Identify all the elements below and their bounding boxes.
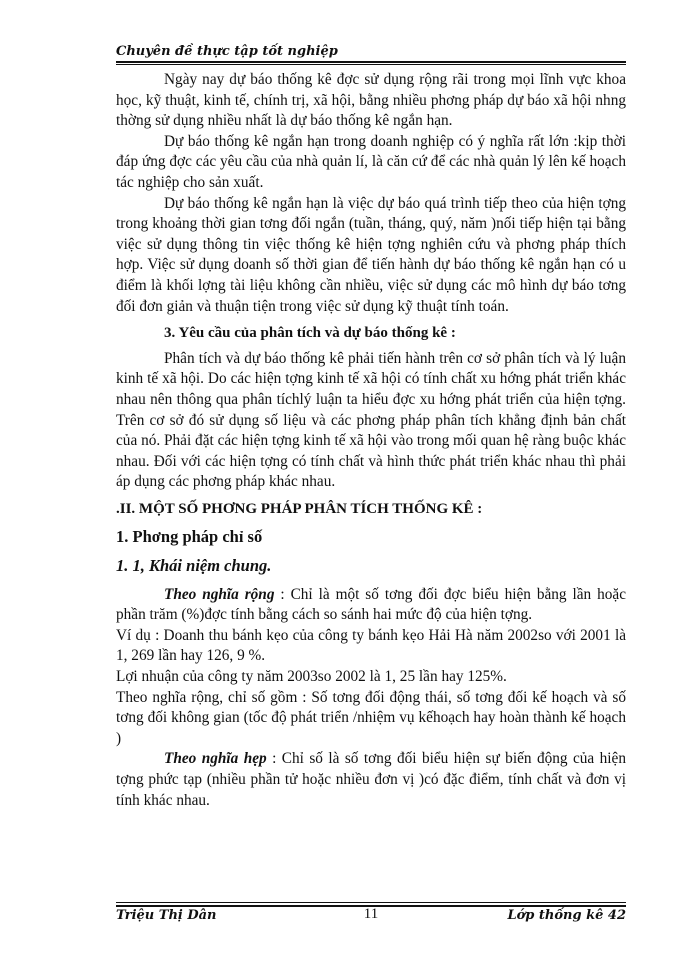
- page-footer: [116, 906, 626, 928]
- paragraph-profit: Lợi nhuận của công ty năm 2003so 2002 là 1, 25 lần hay 125%.: [116, 668, 507, 686]
- paragraph-broad-sense: [116, 585, 626, 626]
- paragraph-forecast-intro: Ngày nay dự báo thống kê đợc sử dụng rộng rãi trong mọi lĩnh vực khoa học, kỹ thuật, kinh tế, chính trị, xã hội, bằng nhiều phơng pháp dự báo xã hội nhng thờng sử dụng nhiều nhất là dự báo thống kê ngắn hạn.: [116, 71, 626, 130]
- page-number: 11: [363, 906, 379, 922]
- narrow-sense-text: : Chỉ số là số tơng đối biểu hiện sự biến động của hiện tợng phức tạp (nhiều phần tử hoặc nhiều đơn vị )có đặc điểm, tính chất và đơn vị tính khác nhau.: [116, 750, 626, 809]
- footer-author: Triệu Thị Dân: [116, 908, 217, 923]
- paragraph-short-term-definition: Dự báo thống kê ngắn hạn là việc dự báo quá trình tiếp theo của hiện tợng trong khoảng thời gian tơng đối ngắn (tuần, tháng, quý, năm )nối tiếp hiện tại bằng việc sử dụng thông tin việc thống kê hiện tợng nghiên cứu và phơng pháp thích hợp. Việc sử dụng doanh số thời gian để tiến hành dự báo thống kê ngắn hạn có u điểm là khối lợng tài liệu không cần nhiều, việc sử dụng các mô hình dự báo tơng đối đơn giản và thuận tiện trong việc sử dụng kỹ thuật tính toán.: [116, 194, 626, 315]
- footer-class-label: Lớp thống kê 42: [507, 908, 626, 923]
- subsection-heading-index-method: 1. Phơng pháp chỉ số: [116, 527, 263, 547]
- paragraph-narrow-sense: [116, 749, 626, 811]
- paragraph-requirements: Phân tích và dự báo thống kê phải tiến hành trên cơ sở phân tích và lý luận kinh tế xã hội. Do các hiện tợng kinh tế xã hội có tính chất xu hớng phát triển khác nhau nên thông qua phân tíchlý luận ta hiểu đợc xu hớng phát triển của hiện tợng. Trên cơ sở đó sử dụng số liệu và các phơng pháp phân tích khẳng định bản chất của nó. Phải đặt các hiện tợng kinh tế xã hội vào trong mối quan hệ ràng buộc khác nhau. Đối với các hiện tợng có tính chất và hình thức phát triển khác nhau thì phải áp dụng các phơng pháp khác nhau.: [116, 349, 626, 491]
- header-rule-thin: [116, 64, 626, 65]
- section-heading-methods: .II. MỘT SỐ PHƠNG PHÁP PHÂN TÍCH THỐNG KÊ :: [116, 500, 483, 517]
- paragraph-broad-sense-components: Theo nghĩa rộng, chỉ số gồm : Số tơng đối động thái, số tơng đối kế hoạch và số tơng đối không gian (tốc độ phát triển /nhiệm vụ kếhoạch hay hoàn thành kế hoạch ): [116, 688, 626, 747]
- broad-sense-label: Theo nghĩa rộng: [164, 585, 275, 603]
- page-header: Chuyên đề thực tập tốt nghiệp: [116, 44, 338, 59]
- document-body: [116, 70, 626, 811]
- paragraph-example: Ví dụ : Doanh thu bánh kẹo của công ty bánh kẹo Hải Hà năm 2002so với 2001 là 1, 269 lần hay 126, 9 %.: [116, 626, 626, 665]
- footer-rule-thin: [116, 902, 626, 903]
- section-heading-requirements: 3. Yêu cầu của phân tích và dự báo thống kê :: [164, 325, 456, 342]
- header-rule-thick: [116, 61, 626, 63]
- broad-sense-text: : Chỉ là một số tơng đối đợc biểu hiện bằng lần hoặc phần trăm (%)đợc tính bằng cách so sánh hai mức độ của hiện tợng.: [116, 585, 626, 624]
- narrow-sense-label: Theo nghĩa hẹp: [164, 750, 267, 768]
- paragraph-short-term-meaning: Dự báo thống kê ngắn hạn trong doanh nghiệp có ý nghĩa rất lớn :kịp thời đáp ứng đợc các yêu cầu của nhà quản lí, là căn cứ để các nhà quản lý lên kế hoạch tác nghiệp cho sản xuất.: [116, 132, 626, 191]
- subsection-heading-general-concept: 1. 1, Khái niệm chung.: [116, 556, 272, 576]
